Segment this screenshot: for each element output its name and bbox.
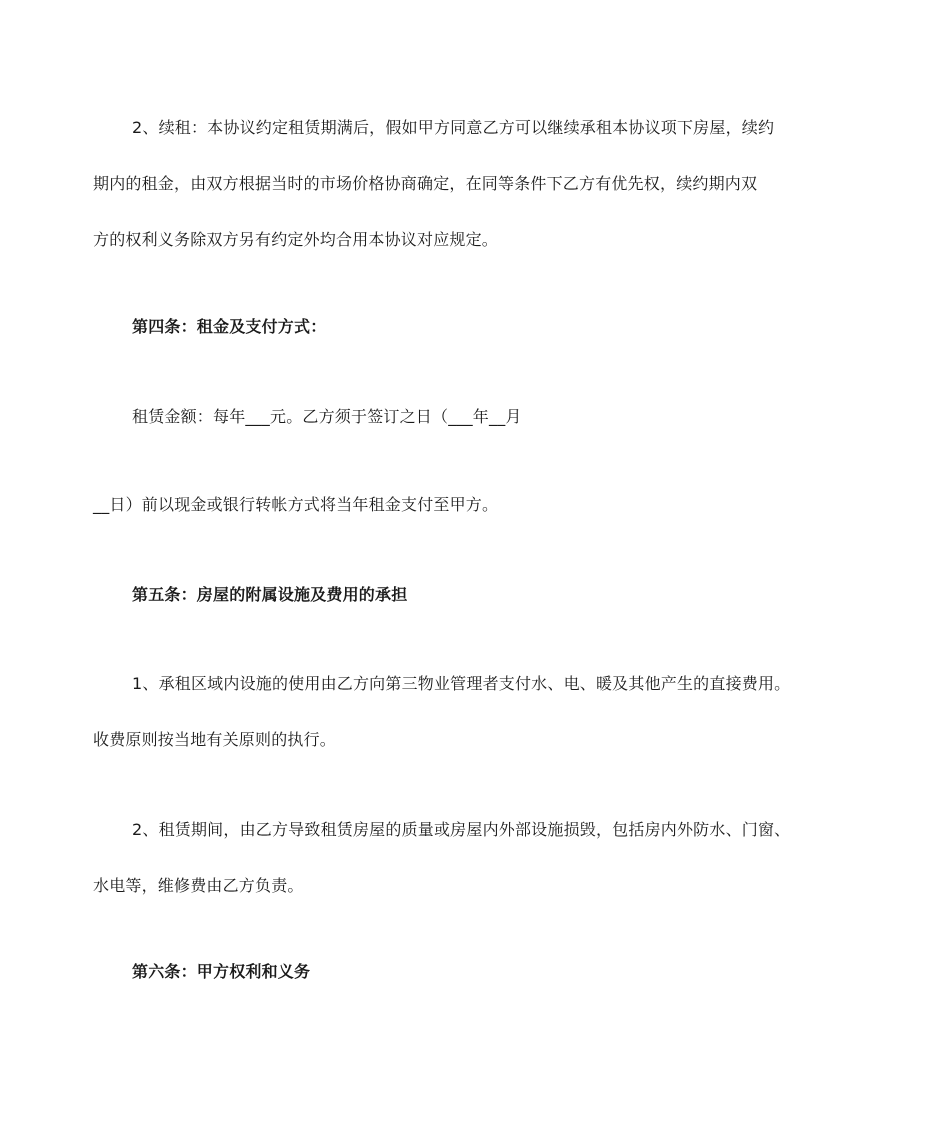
paragraph-facilities-line-1: 1、承租区域内设施的使用由乙方向第三物业管理者支付水、电、暖及其他产生的直接费用。	[132, 674, 791, 693]
paragraph-renewal-line-3: 方的权利义务除双方另有约定外均合用本协议对应规定。	[93, 230, 499, 249]
paragraph-renewal-line-2: 期内的租金，由双方根据当时的市场价格协商确定，在同等条件下乙方有优先权，续约期内双	[93, 174, 758, 193]
paragraph-damage-line-2: 水电等，维修费由乙方负责。	[93, 876, 304, 895]
section-heading-article-5: 第五条：房屋的附属设施及费用的承担	[132, 585, 408, 604]
section-heading-article-6: 第六条：甲方权利和义务	[132, 962, 311, 981]
section-heading-article-4: 第四条：租金及支付方式：	[132, 317, 327, 336]
paragraph-rent-payment: __日）前以现金或银行转帐方式将当年租金支付至甲方。	[93, 495, 499, 514]
paragraph-renewal-line-1: 2、续租：本协议约定租赁期满后，假如甲方同意乙方可以继续承租本协议项下房屋，续约	[132, 118, 775, 137]
paragraph-rent-amount: 租赁金额：每年___元。乙方须于签订之日（___年__月	[132, 407, 522, 426]
paragraph-facilities-line-2: 收费原则按当地有关原则的执行。	[93, 730, 337, 749]
paragraph-damage-line-1: 2、租赁期间，由乙方导致租赁房屋的质量或房屋内外部设施损毁，包括房内外防水、门窗、	[132, 820, 791, 839]
